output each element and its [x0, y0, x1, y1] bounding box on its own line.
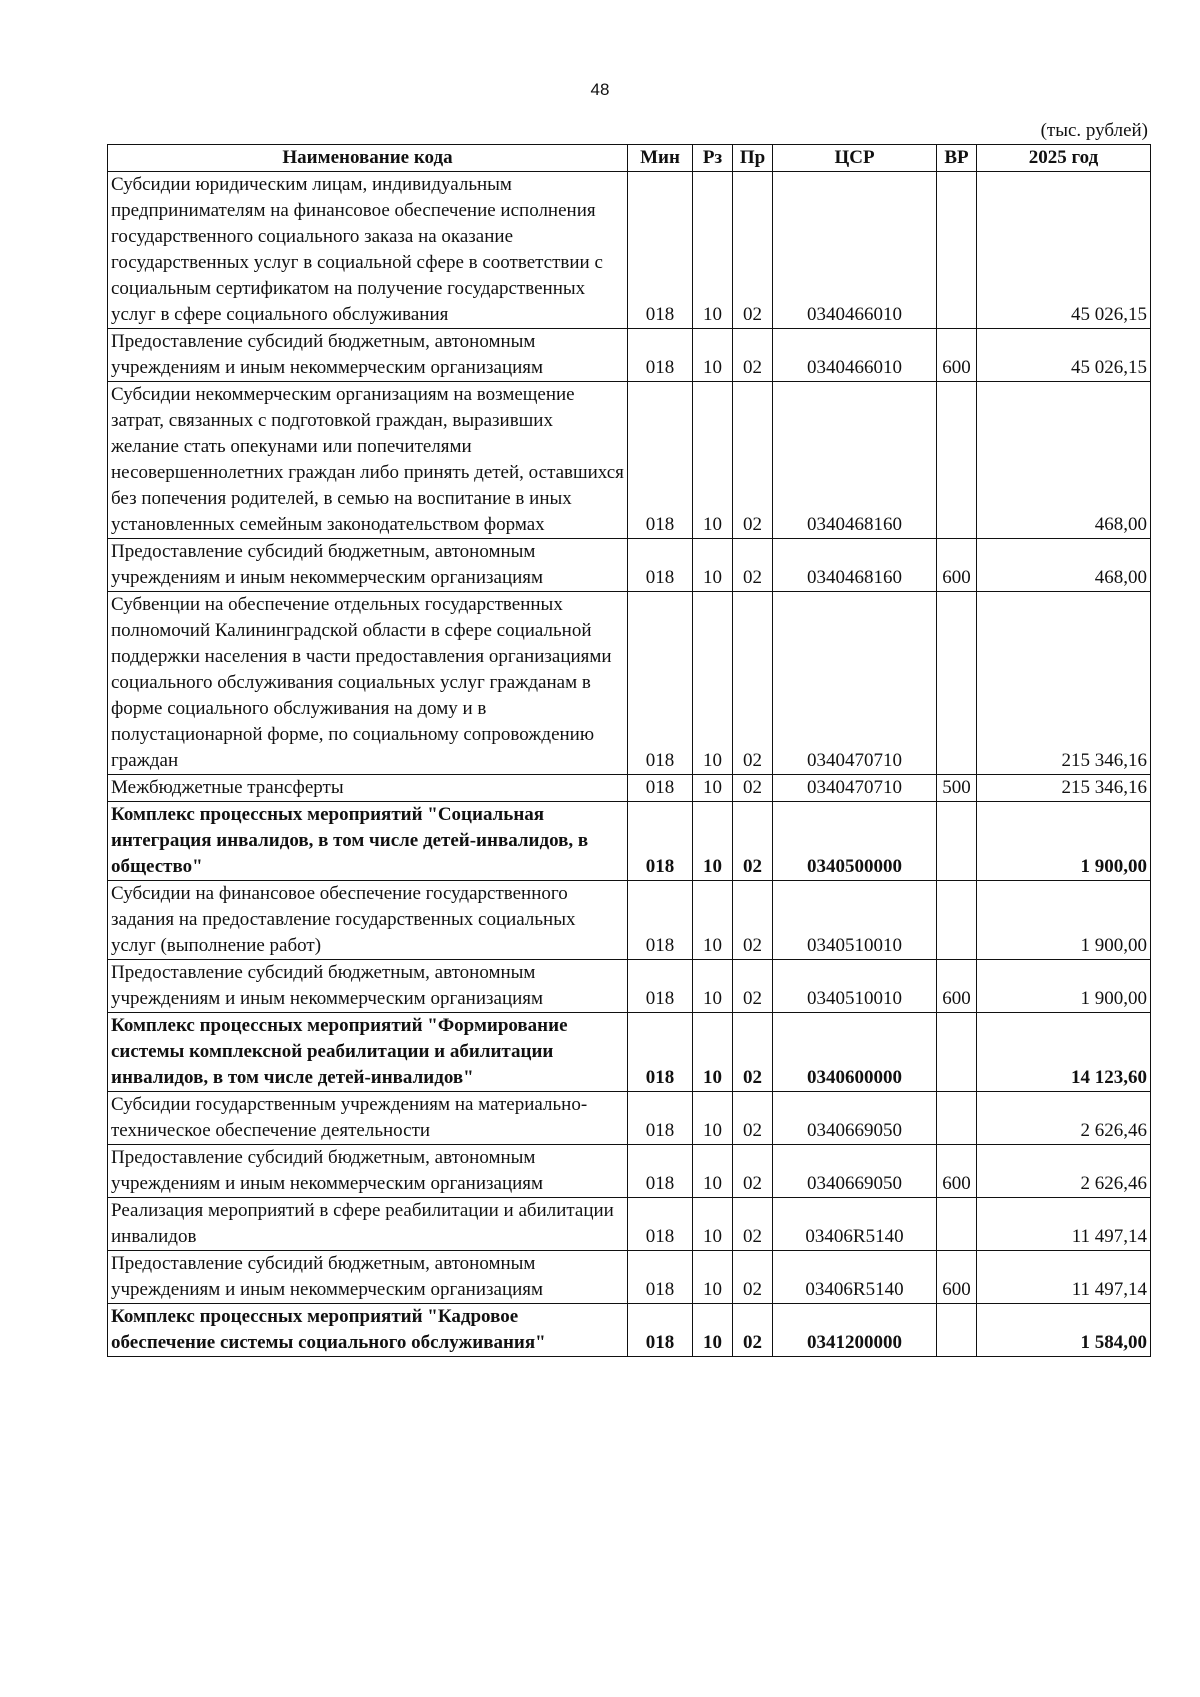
row-min: 018	[628, 1145, 693, 1198]
row-amount: 1 900,00	[977, 802, 1151, 881]
table-row	[108, 1013, 1151, 1092]
row-csr: 0341200000	[773, 1304, 937, 1357]
row-name: Комплекс процессных мероприятий "Кадровое обеспечение системы социального обслуживания"	[108, 1304, 628, 1357]
table-row	[108, 881, 1151, 960]
row-min: 018	[628, 1304, 693, 1357]
budget-table	[107, 144, 1151, 1357]
row-pr: 02	[733, 1198, 773, 1251]
table-row	[108, 960, 1151, 1013]
row-vr	[937, 592, 977, 775]
row-min: 018	[628, 592, 693, 775]
row-vr: 600	[937, 539, 977, 592]
row-name: Межбюджетные трансферты	[108, 775, 628, 802]
row-name: Субсидии государственным учреждениям на материально-техническое обеспечение деятельности	[108, 1092, 628, 1145]
row-vr	[937, 1198, 977, 1251]
row-name: Предоставление субсидий бюджетным, автономным учреждениям и иным некоммерческим организациям	[108, 329, 628, 382]
row-rz: 10	[693, 382, 733, 539]
row-min: 018	[628, 382, 693, 539]
row-name: Субсидии некоммерческим организациям на возмещение затрат, связанных с подготовкой граждан, выразивших желание стать опекунами или попечителями несовершеннолетних граждан либо принять детей, оставшихся без попечения родителей, в семью на воспитание в иных установленных семейным законодательством формах	[108, 382, 628, 539]
row-amount: 215 346,16	[977, 592, 1151, 775]
row-vr	[937, 1304, 977, 1357]
row-rz: 10	[693, 1251, 733, 1304]
row-min: 018	[628, 539, 693, 592]
row-name: Комплекс процессных мероприятий "Формирование системы комплексной реабилитации и абилитации инвалидов, в том числе детей-инвалидов"	[108, 1013, 628, 1092]
row-min: 018	[628, 1013, 693, 1092]
row-csr: 0340468160	[773, 382, 937, 539]
row-vr	[937, 881, 977, 960]
row-rz: 10	[693, 592, 733, 775]
row-vr	[937, 382, 977, 539]
table-row	[108, 1251, 1151, 1304]
row-rz: 10	[693, 1145, 733, 1198]
row-rz: 10	[693, 1013, 733, 1092]
row-csr: 0340669050	[773, 1145, 937, 1198]
row-amount: 2 626,46	[977, 1145, 1151, 1198]
row-min: 018	[628, 775, 693, 802]
header-vr: ВР	[937, 145, 977, 172]
row-rz: 10	[693, 1304, 733, 1357]
row-min: 018	[628, 960, 693, 1013]
row-rz: 10	[693, 1198, 733, 1251]
row-amount: 1 900,00	[977, 881, 1151, 960]
row-vr	[937, 802, 977, 881]
row-min: 018	[628, 802, 693, 881]
row-pr: 02	[733, 1251, 773, 1304]
row-rz: 10	[693, 172, 733, 329]
table-row	[108, 775, 1151, 802]
row-csr: 0340466010	[773, 172, 937, 329]
table-row	[108, 172, 1151, 329]
header-pr: Пр	[733, 145, 773, 172]
row-pr: 02	[733, 802, 773, 881]
row-rz: 10	[693, 802, 733, 881]
header-min: Мин	[628, 145, 693, 172]
row-vr: 500	[937, 775, 977, 802]
row-amount: 11 497,14	[977, 1251, 1151, 1304]
row-vr	[937, 172, 977, 329]
row-csr: 0340669050	[773, 1092, 937, 1145]
row-csr: 0340510010	[773, 881, 937, 960]
row-pr: 02	[733, 1092, 773, 1145]
row-min: 018	[628, 172, 693, 329]
row-csr: 0340468160	[773, 539, 937, 592]
header-year: 2025 год	[977, 145, 1151, 172]
table-row	[108, 592, 1151, 775]
row-amount: 215 346,16	[977, 775, 1151, 802]
row-pr: 02	[733, 172, 773, 329]
row-min: 018	[628, 329, 693, 382]
row-vr: 600	[937, 329, 977, 382]
units-label: (тыс. рублей)	[1040, 120, 1148, 141]
table-row	[108, 382, 1151, 539]
row-pr: 02	[733, 382, 773, 539]
row-name: Предоставление субсидий бюджетным, автономным учреждениям и иным некоммерческим организациям	[108, 539, 628, 592]
row-vr: 600	[937, 1145, 977, 1198]
table-header-row	[108, 145, 1151, 172]
table-row	[108, 329, 1151, 382]
row-vr: 600	[937, 1251, 977, 1304]
row-name: Предоставление субсидий бюджетным, автономным учреждениям и иным некоммерческим организациям	[108, 1251, 628, 1304]
row-vr	[937, 1092, 977, 1145]
row-rz: 10	[693, 775, 733, 802]
row-pr: 02	[733, 592, 773, 775]
row-name: Субсидии на финансовое обеспечение государственного задания на предоставление государственных социальных услуг (выполнение работ)	[108, 881, 628, 960]
row-min: 018	[628, 1251, 693, 1304]
row-csr: 0340500000	[773, 802, 937, 881]
row-rz: 10	[693, 539, 733, 592]
row-amount: 1 584,00	[977, 1304, 1151, 1357]
row-rz: 10	[693, 1092, 733, 1145]
header-name: Наименование кода	[108, 145, 628, 172]
row-name: Предоставление субсидий бюджетным, автономным учреждениям и иным некоммерческим организациям	[108, 1145, 628, 1198]
row-amount: 2 626,46	[977, 1092, 1151, 1145]
row-name: Субвенции на обеспечение отдельных государственных полномочий Калининградской области в сфере социальной поддержки населения в части предоставления организациями социального обслуживания социальных услуг гражданам в форме социального обслуживания на дому и в полустационарной форме, по социальному сопровождению граждан	[108, 592, 628, 775]
row-amount: 14 123,60	[977, 1013, 1151, 1092]
row-amount: 11 497,14	[977, 1198, 1151, 1251]
row-pr: 02	[733, 960, 773, 1013]
row-amount: 45 026,15	[977, 172, 1151, 329]
row-csr: 0340510010	[773, 960, 937, 1013]
row-name: Субсидии юридическим лицам, индивидуальным предпринимателям на финансовое обеспечение исполнения государственного социального заказа на оказание государственных услуг в социальной сфере в соответствии с социальным сертификатом на получение государственных услуг в сфере социального обслуживания	[108, 172, 628, 329]
header-csr: ЦСР	[773, 145, 937, 172]
row-pr: 02	[733, 1304, 773, 1357]
row-csr: 0340470710	[773, 775, 937, 802]
row-csr: 03406R5140	[773, 1251, 937, 1304]
row-pr: 02	[733, 775, 773, 802]
page-number: 48	[590, 80, 610, 99]
table-row	[108, 1092, 1151, 1145]
row-name: Реализация мероприятий в сфере реабилитации и абилитации инвалидов	[108, 1198, 628, 1251]
row-min: 018	[628, 1092, 693, 1145]
row-csr: 03406R5140	[773, 1198, 937, 1251]
row-min: 018	[628, 1198, 693, 1251]
row-name: Предоставление субсидий бюджетным, автономным учреждениям и иным некоммерческим организациям	[108, 960, 628, 1013]
table-row	[108, 1304, 1151, 1357]
row-pr: 02	[733, 1145, 773, 1198]
header-rz: Рз	[693, 145, 733, 172]
row-amount: 468,00	[977, 539, 1151, 592]
row-rz: 10	[693, 329, 733, 382]
row-vr	[937, 1013, 977, 1092]
table-row	[108, 1145, 1151, 1198]
row-csr: 0340466010	[773, 329, 937, 382]
row-rz: 10	[693, 881, 733, 960]
row-pr: 02	[733, 881, 773, 960]
row-rz: 10	[693, 960, 733, 1013]
table-row	[108, 802, 1151, 881]
row-min: 018	[628, 881, 693, 960]
row-vr: 600	[937, 960, 977, 1013]
row-pr: 02	[733, 539, 773, 592]
row-csr: 0340470710	[773, 592, 937, 775]
row-amount: 45 026,15	[977, 329, 1151, 382]
row-csr: 0340600000	[773, 1013, 937, 1092]
row-amount: 1 900,00	[977, 960, 1151, 1013]
row-amount: 468,00	[977, 382, 1151, 539]
table-row	[108, 539, 1151, 592]
row-pr: 02	[733, 1013, 773, 1092]
table-row	[108, 1198, 1151, 1251]
row-name: Комплекс процессных мероприятий "Социальная интеграция инвалидов, в том числе детей-инвалидов, в общество"	[108, 802, 628, 881]
row-pr: 02	[733, 329, 773, 382]
